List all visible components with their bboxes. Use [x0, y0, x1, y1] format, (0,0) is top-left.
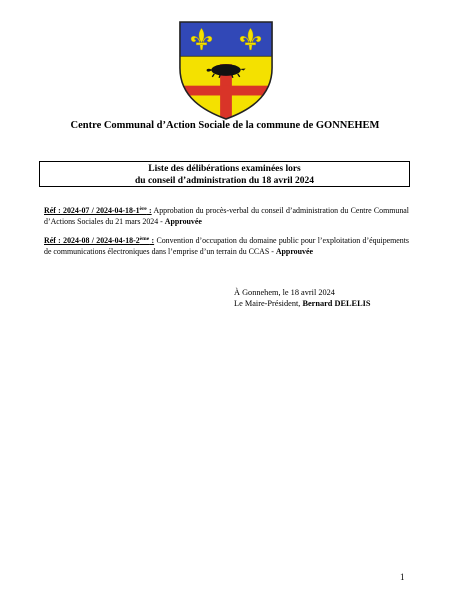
deliberation-reference: Réf : 2024-08 / 2024-04-18-2ème : — [44, 236, 155, 245]
coat-of-arms-logo — [177, 19, 275, 121]
document-title-line-1: Liste des délibérations examinées lors — [148, 164, 301, 174]
deliberation-item — [44, 236, 409, 257]
deliberation-status: Approuvée — [164, 216, 202, 226]
document-title-line-2: du conseil d’administration du 18 avril 2024 — [135, 175, 314, 186]
organization-title: Centre Communal d’Action Sociale de la commune de GONNEHEM — [70, 120, 380, 131]
signature-block — [234, 288, 370, 309]
deliberation-text: Approbation du procès-verbal du conseil d’administration du Centre Communal d’Actions Sociales du 21 mars 2024 - — [44, 206, 409, 226]
signatory-name: Bernard DELELIS — [302, 298, 371, 308]
place-date: À Gonnehem, le 18 avril 2024 — [234, 288, 335, 297]
deliberation-status: Approuvée — [275, 246, 313, 256]
document-title-box — [39, 161, 410, 187]
signatory: Le Maire-Président, Bernard DELELIS — [234, 298, 371, 308]
deliberation-text: Convention d’occupation du domaine public pour l’exploitation d’équipements de communications électroniques dans l’emprise d’un terrain du CCAS - — [44, 236, 409, 256]
deliberation-item — [44, 206, 409, 227]
page-number: 1 — [400, 572, 405, 582]
deliberation-reference: Réf : 2024-07 / 2024-04-18-1ère : — [44, 206, 152, 215]
